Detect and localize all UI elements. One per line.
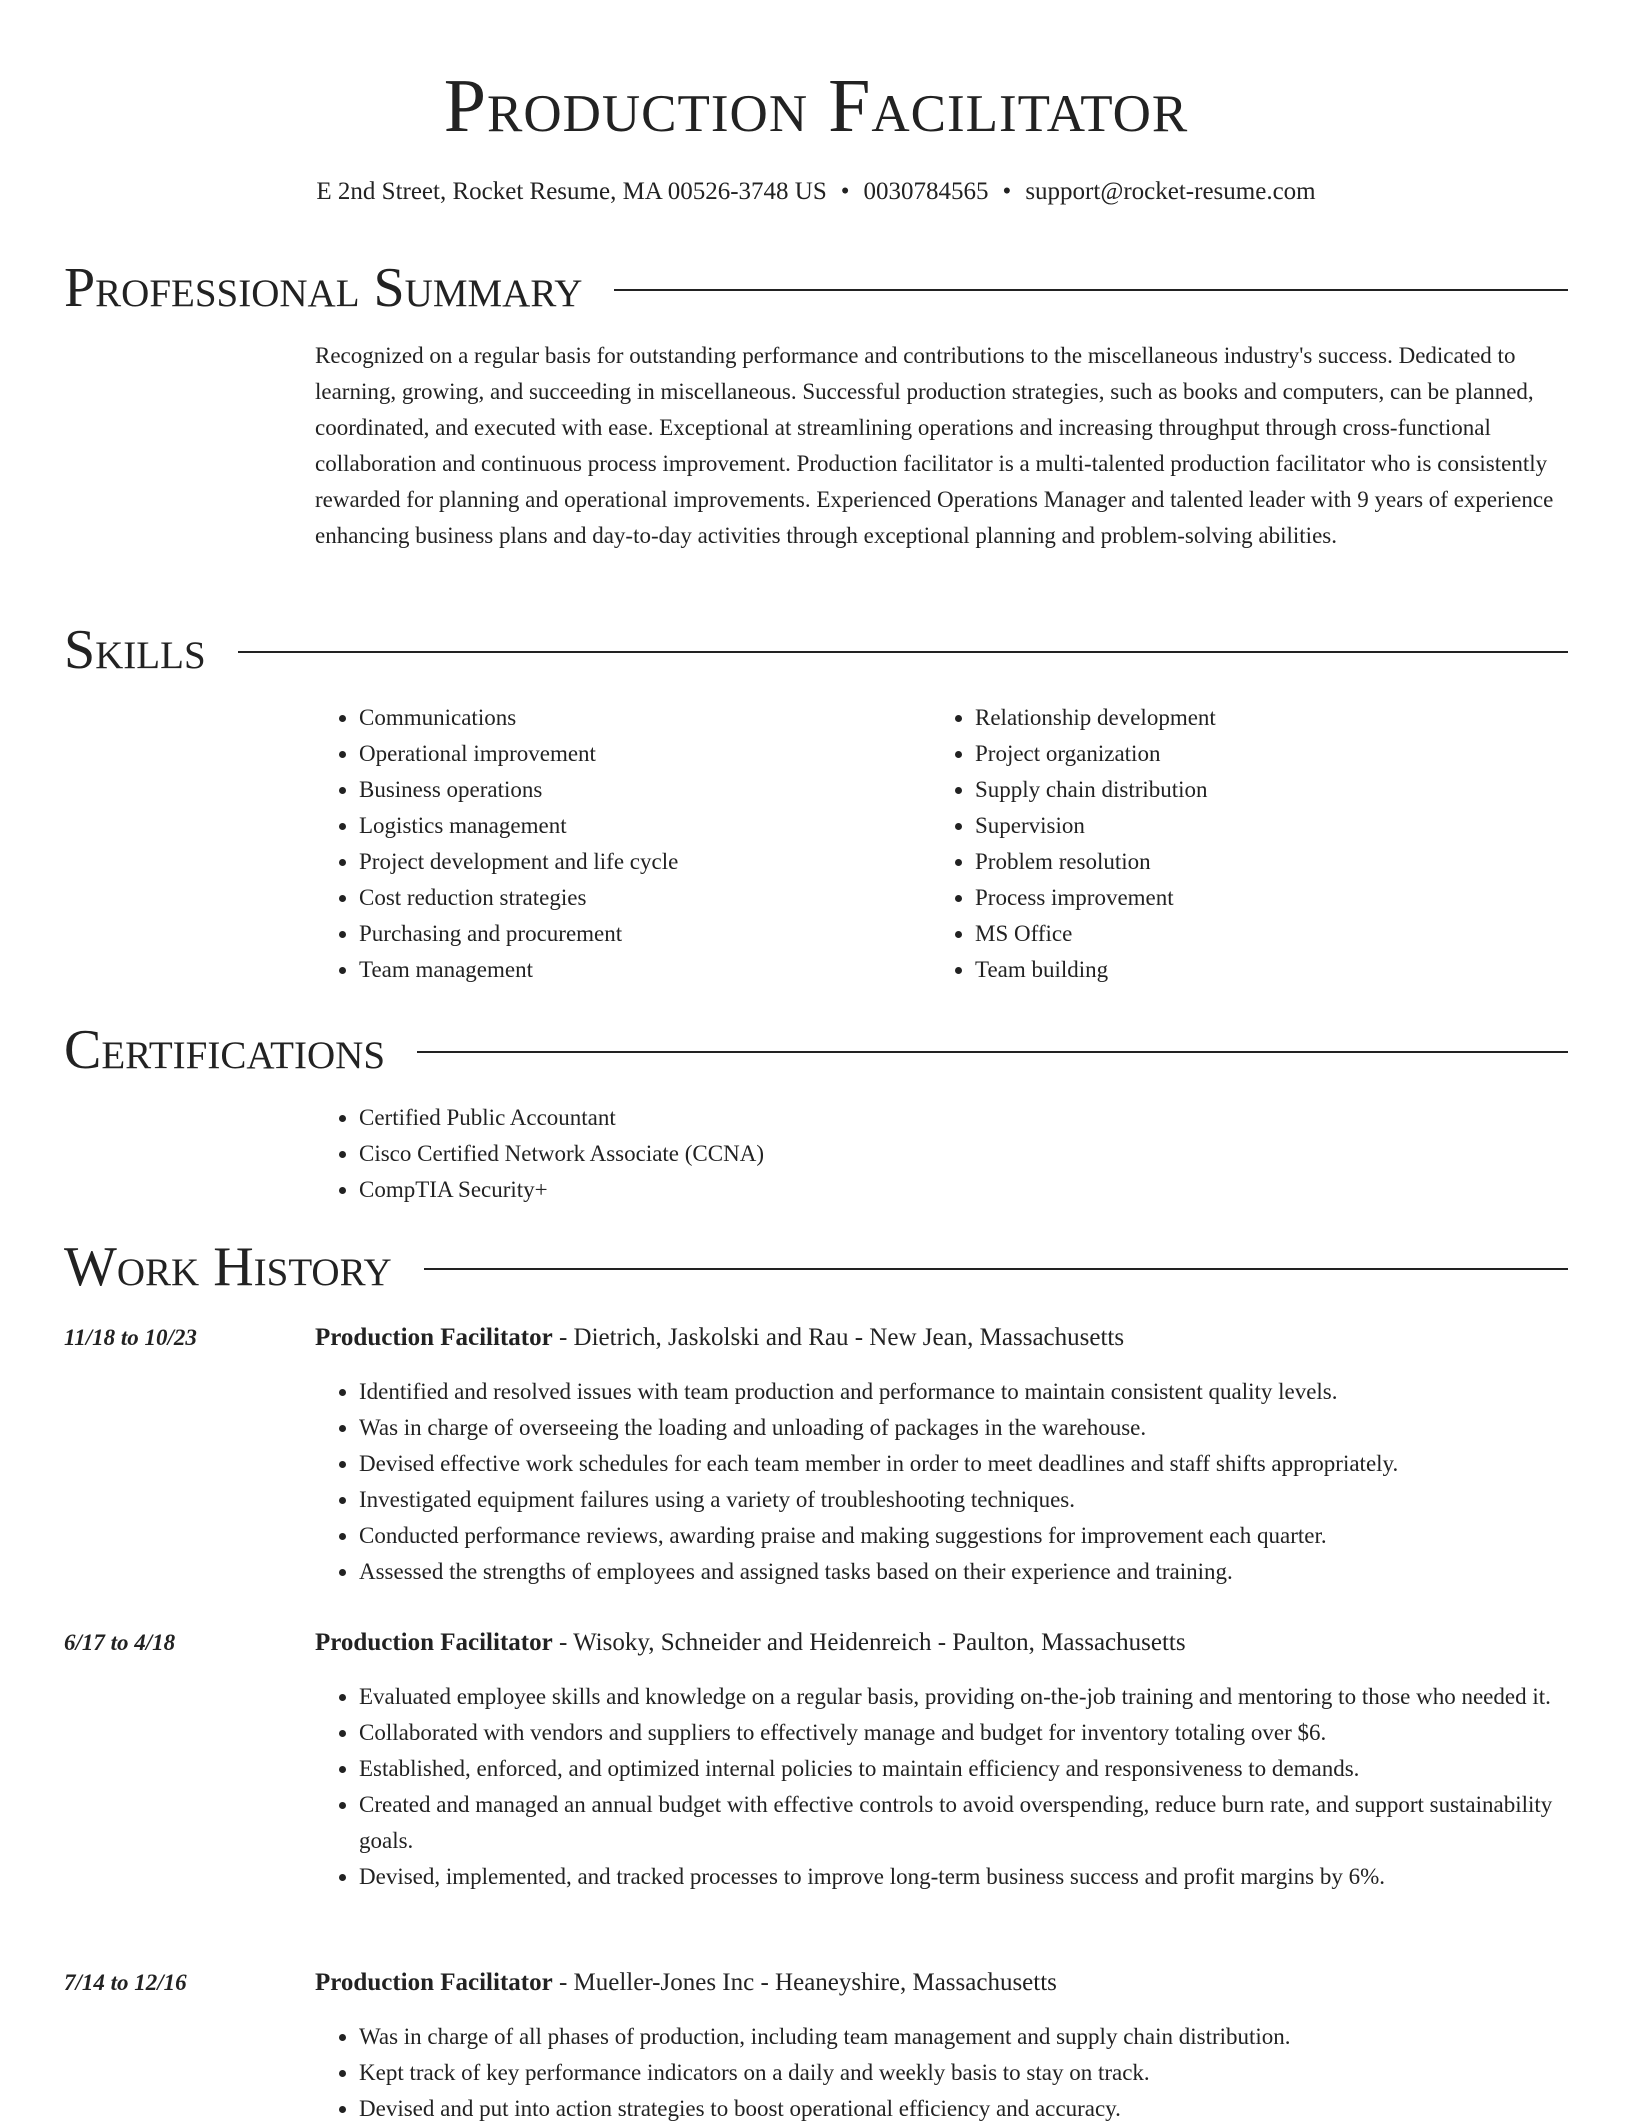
job-bullet: • Evaluated employee skills and knowledge on a regular basis, providing on-the-job training and mentoring to those who needed it. [359,1679,1568,1715]
certification-item: • Cisco Certified Network Associate (CCNA) [359,1136,764,1172]
summary-heading: Professional Summary [64,257,583,319]
job-bullet: • Established, enforced, and optimized internal policies to maintain efficiency and responsiveness to demands. [359,1751,1568,1787]
work-history-heading: Work History [64,1236,392,1298]
certifications-section-header [64,1015,1568,1085]
job-bullet: • Was in charge of all phases of production, including team management and supply chain distribution. [359,2019,1568,2055]
section-divider [417,1051,1568,1053]
skill-item: • MS Office [975,916,1216,952]
skills-section-header [64,615,1568,685]
job-title-line [315,1625,1186,1661]
skill-item: • Communications [359,700,678,736]
job-title: Production Facilitator [315,1324,553,1351]
job-bullets [315,1374,1568,1590]
job-title-line [315,1320,1124,1356]
contact-separator: • [1002,178,1012,205]
work-history-section-header [64,1232,1568,1302]
job-title-line [315,1965,1057,2001]
job-bullet: • Devised effective work schedules for each team member in order to meet deadlines and staff shifts appropriately. [359,1446,1568,1482]
job-bullet: • Assessed the strengths of employees and assigned tasks based on their experience and training. [359,1554,1568,1590]
certifications-heading: Certifications [64,1019,386,1081]
job-employer-location: - Wisoky, Schneider and Heidenreich - Paulton, Massachusetts [552,1629,1186,1656]
job-title: Production Facilitator [315,1629,553,1656]
contact-separator: • [840,178,850,205]
certifications-list [315,1100,764,1208]
job-bullet: • Identified and resolved issues with team production and performance to maintain consistent quality levels. [359,1374,1568,1410]
skill-item: • Supply chain distribution [975,772,1216,808]
job-dates: 7/14 to 12/16 [64,1970,187,1995]
contact-phone: 0030784565 [863,178,989,205]
resume-name-title: Production Facilitator [443,64,1189,148]
contact-email: support@rocket-resume.com [1025,178,1316,205]
skills-heading: Skills [64,619,206,681]
job-bullet: • Kept track of key performance indicators on a daily and weekly basis to stay on track. [359,2055,1568,2091]
skill-item: • Relationship development [975,700,1216,736]
job-bullet: • Created and managed an annual budget with effective controls to avoid overspending, reduce burn rate, and support sustainability goals. [359,1787,1568,1859]
section-divider [238,651,1568,653]
skill-item: • Team building [975,952,1216,988]
section-divider [614,289,1568,291]
job-bullets-wrapper [315,1679,1568,1895]
skill-item: • Business operations [359,772,678,808]
job-dates: 6/17 to 4/18 [64,1630,176,1655]
job-bullet: • Collaborated with vendors and suppliers to effectively manage and budget for inventory totaling over $6. [359,1715,1568,1751]
skill-item: • Logistics management [359,808,678,844]
job-title: Production Facilitator [315,1969,553,1996]
skill-item: • Problem resolution [975,844,1216,880]
skill-item: • Project organization [975,736,1216,772]
contact-line [0,174,1632,210]
job-bullets-wrapper [315,2019,1568,2127]
job-bullet: • Devised and put into action strategies to boost operational efficiency and accuracy. [359,2091,1568,2127]
skills-list-left [315,700,678,988]
certification-item: • CompTIA Security+ [359,1172,764,1208]
skills-column-left [315,700,678,988]
skill-item: • Supervision [975,808,1216,844]
job-bullet: • Devised, implemented, and tracked processes to improve long-term business success and profit margins by 6%. [359,1859,1568,1895]
job-dates: 11/18 to 10/23 [64,1325,197,1350]
job-bullets [315,2019,1568,2127]
certifications-list-wrapper [315,1100,764,1208]
job-bullets [315,1679,1568,1895]
section-divider [424,1268,1568,1270]
skill-item: • Operational improvement [359,736,678,772]
summary-section-header [64,253,1568,323]
certification-item: • Certified Public Accountant [359,1100,764,1136]
skill-item: • Purchasing and procurement [359,916,678,952]
skills-column-right [931,700,1216,988]
job-employer-location: - Mueller-Jones Inc - Heaneyshire, Massachusetts [552,1969,1057,1996]
job-employer-location: - Dietrich, Jaskolski and Rau - New Jean, Massachusetts [552,1324,1125,1351]
job-bullet: • Conducted performance reviews, awarding praise and making suggestions for improvement each quarter. [359,1518,1568,1554]
job-bullets-wrapper [315,1374,1568,1590]
contact-address: E 2nd Street, Rocket Resume, MA 00526-3748 US [316,178,827,205]
skill-item: • Process improvement [975,880,1216,916]
skill-item: • Project development and life cycle [359,844,678,880]
summary-text: Recognized on a regular basis for outstanding performance and contributions to the miscellaneous industry's success. Dedicated to learning, growing, and succeeding in miscellaneous. Successful production strategies, such as books and computers, can be planned, coordinated, and executed with ease. Exceptional at streamlining operations and increasing throughput through cross-functional collaboration and continuous process improvement. Production facilitator is a multi-talented production facilitator who is consistently rewarded for planning and operational improvements. Experienced Operations Manager and talented leader with 9 years of experience enhancing business plans and day-to-day activities through exceptional planning and problem-solving abilities. [315,343,1554,548]
job-bullet: • Investigated equipment failures using a variety of troubleshooting techniques. [359,1482,1568,1518]
job-bullet: • Was in charge of overseeing the loading and unloading of packages in the warehouse. [359,1410,1568,1446]
skills-list-right [931,700,1216,988]
skill-item: • Cost reduction strategies [359,880,678,916]
skill-item: • Team management [359,952,678,988]
